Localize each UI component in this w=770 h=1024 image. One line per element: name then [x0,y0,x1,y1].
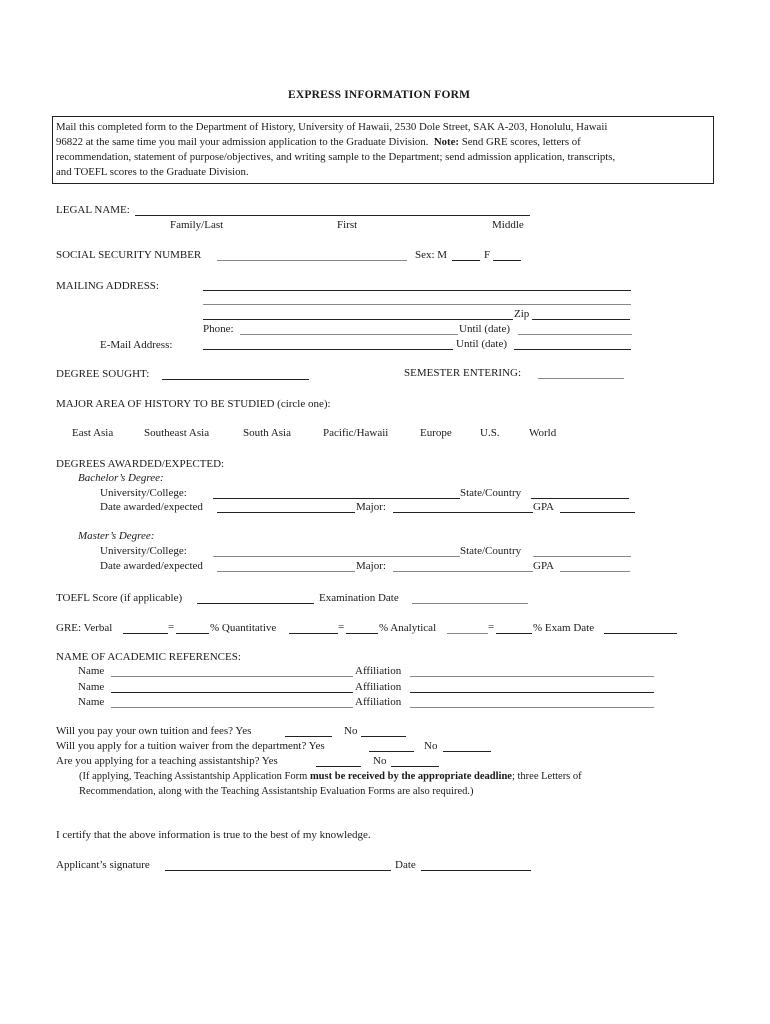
gre-quant-equals: = [338,621,345,633]
master-date-field[interactable] [217,571,355,572]
major-area-label: MAJOR AREA OF HISTORY TO BE STUDIED (circle one): [56,398,331,410]
gre-verbal-equals: = [168,621,175,633]
ta-no-label: No [373,755,387,767]
toefl-field[interactable] [197,603,314,604]
option-pacific-hawaii[interactable]: Pacific/Hawaii [323,427,389,439]
semester-entering-label: SEMESTER ENTERING: [404,367,522,379]
option-europe[interactable]: Europe [420,427,452,439]
instructions-box [52,116,714,184]
ta-note-line-2: Recommendation, along with the Teaching Assistantship Evaluation Forms are also required.) [79,786,474,797]
email-until-field[interactable] [514,349,631,350]
gre-quantitative-label: % Quantitative [210,622,277,634]
instructions-line-4: and TOEFL scores to the Graduate Division. [56,166,249,178]
signature-label: Applicant’s signature [56,859,150,871]
waiver-no-field[interactable] [443,751,491,752]
gre-verbal-percent-field[interactable] [176,633,209,634]
gre-exam-date-label: % Exam Date [533,622,595,634]
gre-exam-date-field[interactable] [604,633,677,634]
address-line-1[interactable] [203,290,631,291]
toefl-label: TOEFL Score (if applicable) [56,592,183,604]
degrees-awarded-label: DEGREES AWARDED/EXPECTED: [56,458,225,470]
mailing-address-label: MAILING ADDRESS: [56,280,159,292]
toefl-exam-date-field[interactable] [412,603,528,604]
master-major-label: Major: [356,560,386,572]
master-state-field[interactable] [533,556,631,557]
ta-yes-field[interactable] [316,766,361,767]
ta-no-field[interactable] [391,766,439,767]
references-label: NAME OF ACADEMIC REFERENCES: [56,651,241,663]
signature-date-label: Date [395,859,416,871]
option-us[interactable]: U.S. [480,427,500,439]
reference-3-affiliation-field[interactable] [410,707,654,708]
gre-verbal-label: GRE: Verbal [56,622,113,634]
option-southeast-asia[interactable]: Southeast Asia [144,427,210,439]
master-gpa-field[interactable] [560,571,630,572]
reference-3-affiliation-label: Affiliation [355,696,402,708]
phone-label: Phone: [203,323,234,335]
instructions-line-1: Mail this completed form to the Department of History, University of Hawaii, 2530 Dole Street, SAK A-203, Honolulu, Hawaii [56,121,608,133]
ta-note-line-1: (If applying, Teaching Assistantship Application Form must be received by the appropriate deadline; three Letters of [79,771,582,782]
bachelor-date-field[interactable] [217,512,355,513]
bachelor-heading: Bachelor’s Degree: [78,472,164,484]
sex-f-label: F [484,249,491,261]
reference-1-affiliation-label: Affiliation [355,665,402,677]
degree-sought-field[interactable] [162,379,309,380]
gre-quant-percent-field[interactable] [346,633,378,634]
phone-until-label: Until (date) [459,323,511,335]
reference-2-affiliation-label: Affiliation [355,681,402,693]
instructions-line-3: recommendation, statement of purpose/objectives, and writing sample to the Department; send admission application, transcripts, [56,151,616,163]
instructions-line-2: 96822 at the same time you mail your admission application to the Graduate Division. Note: Send GRE scores, letters of [56,136,581,148]
bachelor-state-field[interactable] [531,498,629,499]
address-line-2[interactable] [203,304,631,305]
gre-analytical-percent-field[interactable] [496,633,532,634]
signature-date-field[interactable] [421,870,531,871]
tuition-question: Will you pay your own tuition and fees? Yes [56,725,252,737]
form-title: EXPRESS INFORMATION FORM [288,89,471,101]
degree-sought-label: DEGREE SOUGHT: [56,368,150,380]
reference-1-name-label: Name [78,665,105,677]
zip-label: Zip [514,308,530,320]
address-line-3[interactable] [203,319,513,320]
waiver-no-label: No [424,740,438,752]
master-state-label: State/Country [460,545,522,557]
master-gpa-label: GPA [533,560,554,572]
bachelor-gpa-field[interactable] [560,512,635,513]
zip-field[interactable] [532,319,630,320]
bachelor-major-label: Major: [356,501,386,513]
gre-quant-score-field[interactable] [289,633,338,634]
email-label: E-Mail Address: [100,339,173,351]
master-date-label: Date awarded/expected [100,560,203,572]
reference-3-name-label: Name [78,696,105,708]
master-university-label: University/College: [100,545,187,557]
bachelor-date-label: Date awarded/expected [100,501,203,513]
ssn-field[interactable] [217,260,407,261]
signature-field[interactable] [165,870,391,871]
master-heading: Master’s Degree: [78,530,155,542]
reference-1-affiliation-field[interactable] [410,676,654,677]
reference-1-name-field[interactable] [111,676,353,677]
reference-3-name-field[interactable] [111,707,353,708]
toefl-exam-date-label: Examination Date [319,592,399,604]
semester-entering-field[interactable] [538,378,624,379]
tuition-no-label: No [344,725,358,737]
reference-2-affiliation-field[interactable] [410,692,654,693]
tuition-no-field[interactable] [361,736,406,737]
email-field[interactable] [203,349,453,350]
legal-name-label: LEGAL NAME: [56,204,130,216]
gre-analytical-equals: = [488,621,495,633]
gre-analytical-score-field[interactable] [447,633,488,634]
bachelor-university-field[interactable] [213,498,460,499]
gre-analytical-label: % Analytical [379,622,437,634]
reference-2-name-label: Name [78,681,105,693]
bachelor-gpa-label: GPA [533,501,554,513]
family-name-caption: Family/Last [170,219,224,231]
master-university-field[interactable] [213,556,460,557]
ssn-label: SOCIAL SECURITY NUMBER [56,249,202,261]
gre-verbal-score-field[interactable] [123,633,168,634]
first-name-caption: First [337,219,358,231]
master-major-field[interactable] [393,571,533,572]
ta-question: Are you applying for a teaching assistantship? Yes [56,755,278,767]
legal-name-field[interactable] [135,215,530,216]
sex-f-field[interactable] [493,260,521,261]
certify-statement: I certify that the above information is true to the best of my knowledge. [56,829,371,841]
tuition-yes-field[interactable] [285,736,332,737]
bachelor-major-field[interactable] [393,512,533,513]
sex-m-field[interactable] [452,260,480,261]
option-south-asia[interactable]: South Asia [243,427,291,439]
middle-name-caption: Middle [492,219,524,231]
reference-2-name-field[interactable] [111,692,353,693]
bachelor-university-label: University/College: [100,487,187,499]
waiver-question: Will you apply for a tuition waiver from the department? Yes [56,740,325,752]
option-world[interactable]: World [529,427,557,439]
option-east-asia[interactable]: East Asia [72,427,114,439]
phone-until-field[interactable] [518,334,632,335]
email-until-label: Until (date) [456,338,508,350]
waiver-yes-field[interactable] [369,751,414,752]
sex-label: Sex: M [415,249,448,261]
bachelor-state-label: State/Country [460,487,522,499]
phone-field[interactable] [240,334,458,335]
